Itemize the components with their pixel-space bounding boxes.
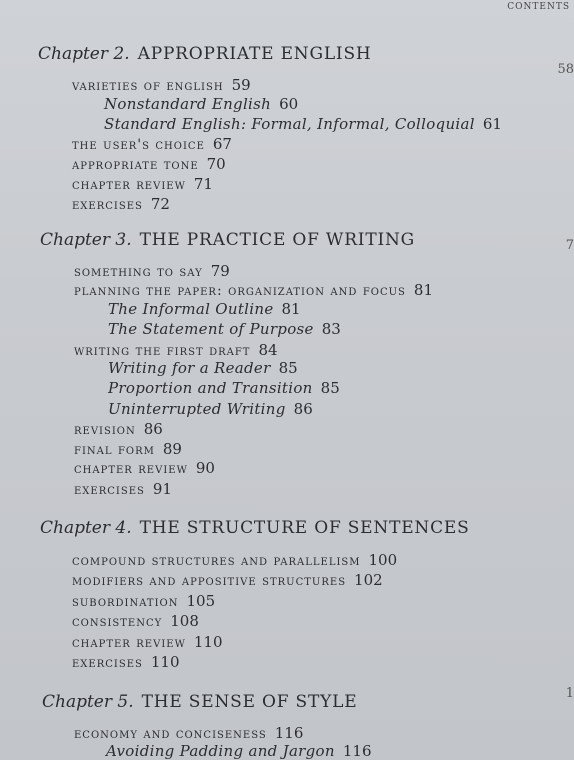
page-number: 85: [278, 359, 298, 377]
chapter-heading: [42, 692, 357, 712]
page-number: 79: [210, 262, 230, 280]
page-number: 116: [342, 742, 372, 760]
chapter-heading: [40, 230, 415, 250]
page-number: 70: [206, 155, 226, 173]
page-number: 71: [193, 175, 213, 193]
page-number: 86: [143, 420, 163, 438]
toc-entry: writing the first draft 84: [74, 341, 278, 359]
toc-entry: exercises 91: [74, 480, 172, 498]
page-number: 110: [193, 633, 223, 651]
toc-entry: modifiers and appositive structures 102: [72, 571, 383, 589]
toc-entry: Uninterrupted Writing 86: [108, 400, 313, 418]
chapter-heading: [38, 44, 372, 64]
toc-entry: chapter review 90: [74, 459, 215, 477]
toc-entry: chapter review 71: [72, 175, 213, 193]
page-number: 90: [195, 459, 215, 477]
chapter-heading: [40, 518, 470, 538]
page-number: 61: [482, 115, 502, 133]
page-number: 67: [212, 135, 232, 153]
toc-entry: The Informal Outline 81: [108, 300, 301, 318]
toc-entry: something to say 79: [74, 262, 230, 280]
chapter-label: Chapter 3.: [40, 230, 132, 250]
page-number: 84: [258, 341, 278, 359]
toc-entry: revision 86: [74, 420, 163, 438]
toc-entry: the user's choice 67: [72, 135, 232, 153]
page-number: 110: [150, 653, 180, 671]
toc-entry: The Statement of Purpose 83: [108, 320, 341, 338]
toc-entry: Nonstandard English 60: [104, 95, 299, 113]
toc-entry: compound structures and parallelism 100: [72, 551, 398, 569]
margin-number: 58: [557, 62, 574, 77]
chapter-label: Chapter 4.: [40, 518, 132, 538]
page-number: 100: [368, 551, 398, 569]
page-number: 81: [413, 281, 434, 299]
margin-number: 1: [565, 686, 574, 701]
toc-entry: final form 89: [74, 440, 182, 458]
page-number: 72: [150, 195, 170, 213]
chapter-title: THE SENSE OF STYLE: [141, 692, 358, 712]
page-number: 102: [354, 571, 383, 589]
chapter-label: Chapter 5.: [42, 692, 134, 712]
page-number: 108: [170, 612, 199, 630]
page-number: 86: [293, 400, 313, 418]
page-number: 116: [274, 724, 304, 742]
page-number: 81: [281, 300, 301, 318]
running-head: CONTENTS: [507, 2, 570, 12]
toc-entry: Writing for a Reader 85: [108, 359, 298, 377]
toc-entry: subordination 105: [72, 592, 216, 610]
toc-entry: economy and conciseness 116: [74, 724, 304, 742]
chapter-title: THE PRACTICE OF WRITING: [139, 230, 416, 250]
page-number: 91: [152, 480, 172, 498]
margin-number: 7: [565, 238, 574, 253]
toc-entry: Proportion and Transition 85: [108, 379, 340, 397]
chapter-title: THE STRUCTURE OF SENTENCES: [139, 518, 470, 538]
page-number: 89: [162, 440, 182, 458]
toc-entry: appropriate tone 70: [72, 155, 226, 173]
toc-entry: exercises 110: [72, 653, 180, 671]
chapter-title: APPROPRIATE ENGLISH: [137, 44, 372, 64]
page-number: 85: [320, 379, 340, 397]
toc-entry: consistency 108: [72, 612, 199, 630]
page-number: 60: [279, 95, 299, 113]
page-number: 59: [231, 76, 251, 94]
toc-entry: varieties of english 59: [72, 76, 251, 94]
chapter-label: Chapter 2.: [38, 44, 130, 64]
toc-entry: chapter review 110: [72, 633, 223, 651]
toc-entry: planning the paper: organization and focus 81: [74, 281, 434, 299]
page-number: 83: [321, 320, 341, 338]
page-number: 105: [186, 592, 216, 610]
toc-entry: Standard English: Formal, Informal, Colloquial 61: [104, 115, 502, 133]
toc-entry: exercises 72: [72, 195, 170, 213]
toc-entry: Avoiding Padding and Jargon 116: [106, 742, 372, 760]
